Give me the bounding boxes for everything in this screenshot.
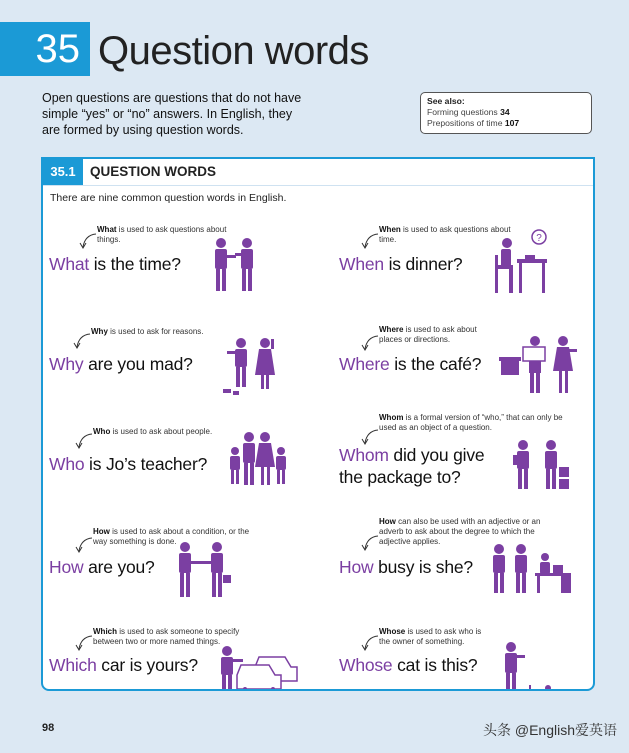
see-also-heading: See also: bbox=[427, 96, 465, 106]
see-also-label: Prepositions of time bbox=[427, 118, 503, 128]
pointer-arrow-icon bbox=[361, 231, 381, 251]
pointer-arrow-icon bbox=[75, 431, 95, 451]
usage-note: When is used to ask questions about time. bbox=[379, 225, 511, 244]
question-sentence-line2: the package to? bbox=[339, 467, 461, 487]
question-item-whose bbox=[339, 621, 595, 691]
question-item-how-busy bbox=[339, 517, 595, 607]
question-item-whom bbox=[339, 413, 595, 503]
pointer-arrow-icon bbox=[73, 331, 93, 351]
usage-note: How can also be used with an adjective or an adverb to ask about the degree to which the adjective applies. bbox=[379, 517, 541, 546]
question-words-panel bbox=[41, 157, 595, 691]
section-subtitle: There are nine common question words in English. bbox=[50, 192, 287, 204]
pointer-arrow-icon bbox=[361, 427, 381, 447]
question-sentence: Whose cat is this? bbox=[339, 655, 478, 675]
question-item-which bbox=[49, 621, 319, 691]
question-sentence: Who is Jo’s teacher? bbox=[49, 454, 208, 474]
angry-people-icon bbox=[221, 335, 281, 397]
question-item-where bbox=[339, 321, 595, 411]
question-sentence: What is the time? bbox=[49, 254, 181, 274]
people-with-map-icon bbox=[499, 333, 585, 395]
pointer-arrow-icon bbox=[361, 533, 381, 553]
question-item-who bbox=[49, 421, 319, 511]
two-people-talking-icon bbox=[205, 237, 265, 293]
pointer-arrow-icon bbox=[361, 633, 381, 653]
see-also-link[interactable] bbox=[427, 107, 585, 118]
question-sentence: Whom did you give bbox=[339, 445, 485, 465]
pointer-arrow-icon bbox=[79, 231, 99, 251]
question-item-how bbox=[49, 523, 319, 613]
usage-note: Where is used to ask about places or directions. bbox=[379, 325, 477, 344]
busy-office-icon bbox=[489, 543, 575, 593]
see-also-page: 34 bbox=[500, 107, 510, 117]
usage-note: Why is used to ask for reasons. bbox=[91, 327, 204, 336]
person-with-cars-icon bbox=[219, 645, 303, 691]
question-sentence: How are you? bbox=[49, 557, 155, 577]
question-item-when bbox=[339, 219, 595, 309]
chapter-number: 35 bbox=[0, 22, 90, 76]
usage-note: How is used to ask about a condition, or the way something is done. bbox=[93, 527, 250, 546]
question-sentence: Which car is yours? bbox=[49, 655, 198, 675]
usage-note: Whom is a formal version of “who,” that can only be used as an object of a question. bbox=[379, 413, 563, 432]
chapter-title: Question words bbox=[98, 29, 369, 73]
question-sentence: How busy is she? bbox=[339, 557, 473, 577]
question-item-what bbox=[49, 219, 319, 309]
section-header bbox=[43, 159, 593, 186]
pointer-arrow-icon bbox=[75, 535, 95, 555]
page-number: 98 bbox=[42, 722, 55, 734]
question-item-why bbox=[49, 321, 319, 411]
usage-note: What is used to ask questions about things. bbox=[97, 225, 227, 244]
see-also-label: Forming questions bbox=[427, 107, 498, 117]
see-also-page: 107 bbox=[504, 118, 520, 128]
handshake-icon bbox=[173, 541, 233, 599]
question-sentence: Why are you mad? bbox=[49, 354, 193, 374]
watermark: 头条 @English爱英语 bbox=[482, 722, 617, 738]
intro-text: Open questions are questions that do not have simple “yes” or “no” answers. In English, they are formed by using question words. bbox=[42, 91, 302, 137]
section-title: QUESTION WORDS bbox=[90, 164, 217, 179]
see-also-box bbox=[420, 92, 592, 134]
usage-note: Which is used to ask someone to specify between two or more named things. bbox=[93, 627, 240, 646]
pointer-arrow-icon bbox=[361, 333, 381, 353]
question-sentence: Where is the café? bbox=[339, 354, 482, 374]
person-with-cat-icon bbox=[499, 641, 559, 691]
see-also-link[interactable] bbox=[427, 118, 585, 129]
delivery-people-icon bbox=[513, 439, 573, 489]
section-number: 35.1 bbox=[43, 159, 83, 185]
pointer-arrow-icon bbox=[75, 633, 95, 653]
teacher-and-children-icon bbox=[227, 431, 289, 487]
usage-note: Whose is used to ask who is the owner of something. bbox=[379, 627, 482, 646]
usage-note: Who is used to ask about people. bbox=[93, 427, 213, 436]
svg-text:?: ? bbox=[536, 233, 542, 244]
question-sentence: When is dinner? bbox=[339, 254, 463, 274]
person-at-table-icon bbox=[489, 229, 553, 293]
